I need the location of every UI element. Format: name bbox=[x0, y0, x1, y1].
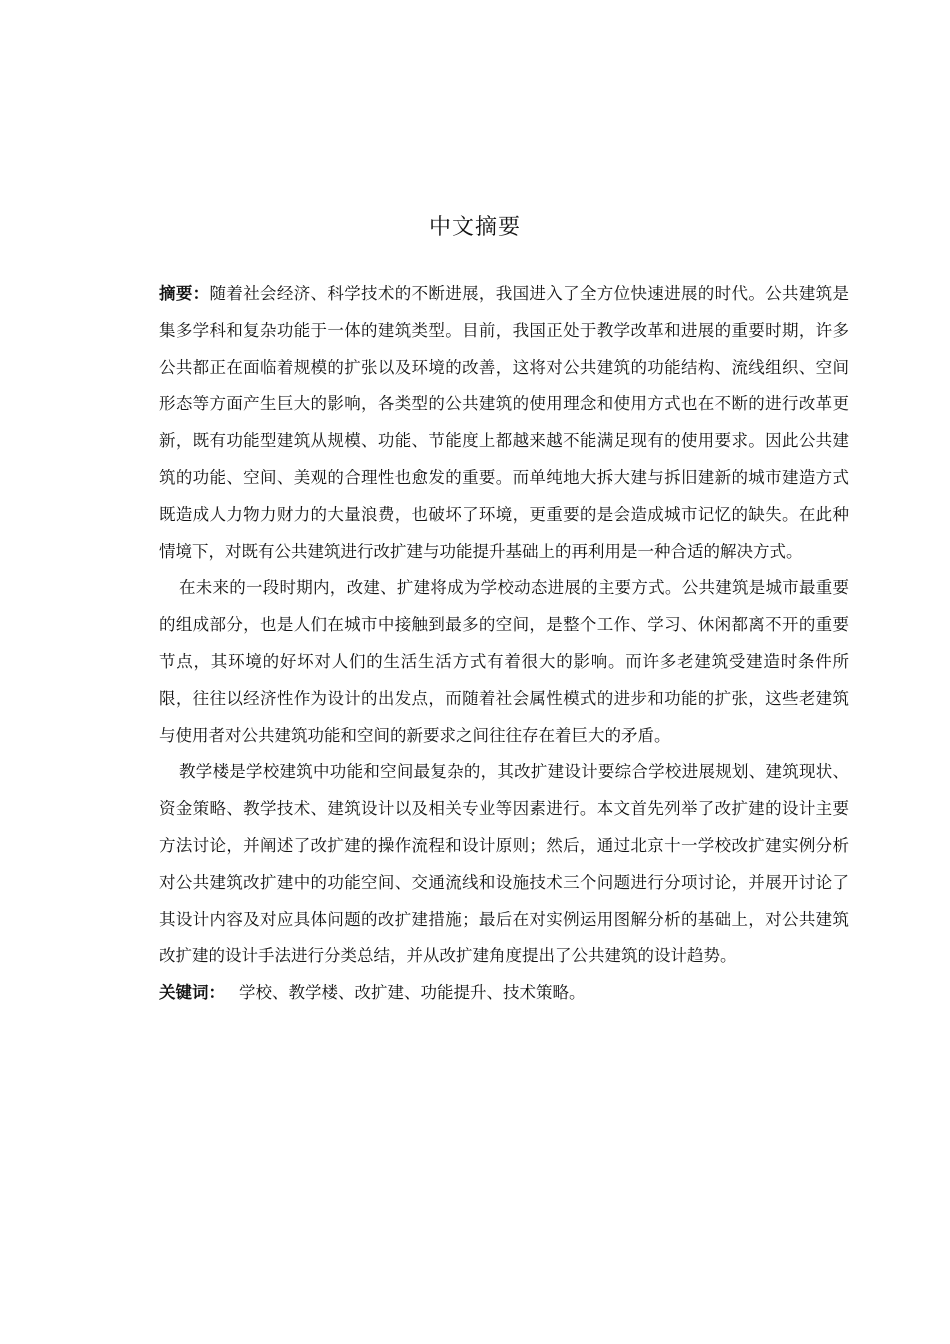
abstract-paragraph-3: 教学楼是学校建筑中功能和空间最复杂的，其改扩建设计要综合学校进展规划、建筑现状、资金策略、教学技术、建筑设计以及相关专业等因素进行。本文首先列举了改扩建的设计主要方法讨论，并阐述了改扩建的操作流程和设计原则；然后，通过北京十一学校改扩建实例分析对公共建筑改扩建中的功能空间、交通流线和设施技术三个问题进行分项讨论，并展开讨论了其设计内容及对应具体问题的改扩建措施；最后在对实例运用图解分析的基础上，对公共建筑改扩建的设计手法进行分类总结，并从改扩建角度提出了公共建筑的设计趋势。 bbox=[159, 762, 849, 966]
keywords-text: 学校、教学楼、改扩建、功能提升、技术策略。 bbox=[239, 983, 586, 1003]
keywords-label: 关键词： bbox=[159, 983, 225, 1003]
abstract-body bbox=[159, 276, 849, 1012]
abstract-paragraph-2: 在未来的一段时期内，改建、扩建将成为学校动态进展的主要方式。公共建筑是城市最重要的组成部分，也是人们在城市中接触到最多的空间，是整个工作、学习、休闲都离不开的重要节点，其环境的好坏对人们的生活生活方式有着很大的影响。而许多老建筑受建造时条件所限，往往以经济性作为设计的出发点，而随着社会属性模式的进步和功能的扩张，这些老建筑与使用者对公共建筑功能和空间的新要求之间往往存在着巨大的矛盾。 bbox=[159, 578, 849, 745]
abstract-paragraph-1-text: 随着社会经济、科学技术的不断进展，我国进入了全方位快速进展的时代。公共建筑是集多学科和复杂功能于一体的建筑类型。目前，我国正处于教学改革和进展的重要时期，许多公共都正在面临着规模的扩张以及环境的改善，这将对公共建筑的功能结构、流线组织、空间形态等方面产生巨大的影响，各类型的公共建筑的使用理念和使用方式也在不断的进行改革更新，既有功能型建筑从规模、功能、节能度上都越来越不能满足现有的使用要求。因此公共建筑的功能、空间、美观的合理性也愈发的重要。而单纯地大拆大建与拆旧建新的城市建造方式既造成人力物力财力的大量浪费，也破坏了环境，更重要的是会造成城市记忆的缺失。在此种情境下，对既有公共建筑进行改扩建与功能提升基础上的再利用是一种合适的解决方式。 bbox=[159, 284, 850, 561]
abstract-label: 摘要： bbox=[159, 284, 210, 303]
abstract-paragraph-1 bbox=[159, 276, 849, 570]
page-title: 中文摘要 bbox=[428, 214, 521, 240]
keywords-line bbox=[159, 975, 849, 1012]
